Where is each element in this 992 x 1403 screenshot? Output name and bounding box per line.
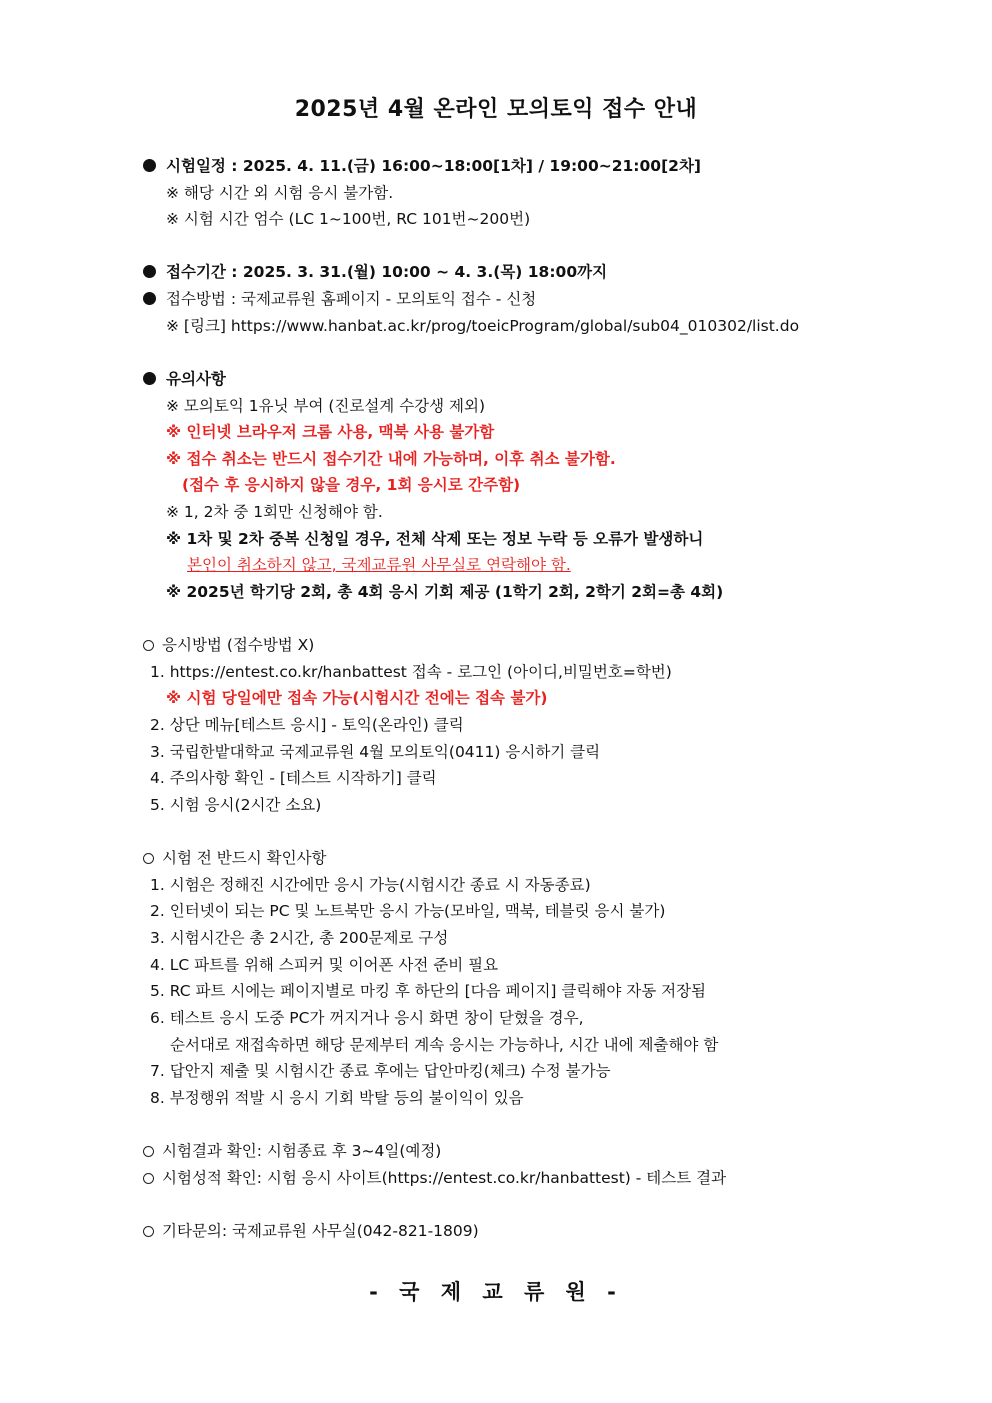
circle-bullet-icon <box>143 1226 154 1237</box>
check-heading: 시험 전 반드시 확인사항 <box>162 849 327 867</box>
cautions-heading-item <box>143 368 226 390</box>
circle-bullet-icon <box>143 1146 154 1157</box>
cautions-heading: 유의사항 <box>166 370 226 388</box>
score-check-item <box>143 1167 726 1189</box>
result-check-text: 시험결과 확인: 시험종료 후 3~4일(예정) <box>162 1142 442 1160</box>
caution-6: ※ 2025년 학기당 2회, 총 4회 응시 기회 제공 (1학기 2회, 2학기 2회=총 4회) <box>166 583 724 601</box>
contact-text: 기타문의: 국제교류원 사무실(042-821-1809) <box>162 1222 479 1240</box>
circle-bullet-icon <box>143 1173 154 1184</box>
score-check-text: 시험성적 확인: 시험 응시 사이트(https://entest.co.kr/hanbattest) - 테스트 결과 <box>162 1169 727 1187</box>
circle-bullet-icon <box>143 853 154 864</box>
check-item-7: 7. 답안지 제출 및 시험시간 종료 후에는 답안마킹(체크) 수정 불가능 <box>150 1062 611 1080</box>
check-item-1: 1. 시험은 정해진 시간에만 응시 가능(시험시간 종료 시 자동종료) <box>150 876 591 894</box>
page-title: 2025년 4월 온라인 모의토익 접수 안내 <box>294 97 698 122</box>
schedule-note-2: ※ 시험 시간 엄수 (LC 1~100번, RC 101번~200번) <box>166 210 531 228</box>
footer-signature: - 국 제 교 류 원 - <box>369 1280 623 1304</box>
registration-method-text: 접수방법 : 국제교류원 홈페이지 - 모의토익 접수 - 신청 <box>166 290 537 308</box>
schedule-text: 시험일정 : 2025. 4. 11.(금) 16:00~18:00[1차] / 19:00~21:00[2차] <box>166 157 702 175</box>
result-check-item <box>143 1140 441 1162</box>
check-item-2: 2. 인터넷이 되는 PC 및 노트북만 응시 가능(모바일, 맥북, 테블릿 응시 불가) <box>150 902 666 920</box>
check-heading-item <box>143 847 327 869</box>
caution-5-detail: 본인이 취소하지 않고, 국제교류원 사무실로 연락해야 함. <box>187 556 571 574</box>
check-item-5: 5. RC 파트 시에는 페이지별로 마킹 후 하단의 [다음 페이지] 클릭해야 자동 저장됨 <box>150 982 707 1000</box>
registration-period-text: 접수기간 : 2025. 3. 31.(월) 10:00 ~ 4. 3.(목) 18:00까지 <box>166 263 608 281</box>
caution-4: ※ 1, 2차 중 1회만 신청해야 함. <box>166 503 383 521</box>
caution-1: ※ 모의토익 1유닛 부여 (진로설계 수강생 제외) <box>166 397 486 415</box>
check-item-6: 6. 테스트 응시 도중 PC가 꺼지거나 응시 화면 창이 닫혔을 경우, <box>150 1009 584 1027</box>
how-step-4: 4. 주의사항 확인 - [테스트 시작하기] 클릭 <box>150 769 437 787</box>
caution-3-detail: (접수 후 응시하지 않을 경우, 1회 응시로 간주함) <box>182 476 521 494</box>
schedule-note-1: ※ 해당 시간 외 시험 응시 불가함. <box>166 184 394 202</box>
contact-item <box>143 1220 479 1242</box>
check-item-6-detail: 순서대로 재접속하면 해당 문제부터 계속 응시는 가능하나, 시간 내에 제출해야 함 <box>170 1036 719 1054</box>
schedule-item <box>143 155 701 177</box>
registration-method-item <box>143 288 536 310</box>
how-step-1-note: ※ 시험 당일에만 접속 가능(시험시간 전에는 접속 불가) <box>166 689 548 707</box>
check-item-8: 8. 부정행위 적발 시 응시 기회 박탈 등의 불이익이 있음 <box>150 1089 524 1107</box>
circle-bullet-icon <box>143 640 154 651</box>
registration-period-item <box>143 261 607 283</box>
caution-2: ※ 인터넷 브라우저 크롬 사용, 맥북 사용 불가함 <box>166 423 495 441</box>
check-item-3: 3. 시험시간은 총 2시간, 총 200문제로 구성 <box>150 929 449 947</box>
bullet-icon <box>143 372 156 385</box>
how-step-5: 5. 시험 응시(2시간 소요) <box>150 796 322 814</box>
bullet-icon <box>143 292 156 305</box>
how-heading: 응시방법 (접수방법 X) <box>162 636 315 654</box>
how-step-1: 1. https://entest.co.kr/hanbattest 접속 - 로그인 (아이디,비밀번호=학번) <box>150 663 672 681</box>
check-item-4: 4. LC 파트를 위해 스피커 및 이어폰 사전 준비 필요 <box>150 956 499 974</box>
registration-link[interactable]: ※ [링크] https://www.hanbat.ac.kr/prog/toeicProgram/global/sub04_010302/list.do <box>166 317 800 335</box>
bullet-icon <box>143 159 156 172</box>
how-step-2: 2. 상단 메뉴[테스트 응시] - 토익(온라인) 클릭 <box>150 716 464 734</box>
bullet-icon <box>143 265 156 278</box>
how-step-3: 3. 국립한밭대학교 국제교류원 4월 모의토익(0411) 응시하기 클릭 <box>150 743 601 761</box>
caution-5: ※ 1차 및 2차 중복 신청일 경우, 전체 삭제 또는 정보 누락 등 오류가 발생하니 <box>166 530 704 548</box>
how-heading-item <box>143 634 314 656</box>
caution-3: ※ 접수 취소는 반드시 접수기간 내에 가능하며, 이후 취소 불가함. <box>166 450 616 468</box>
